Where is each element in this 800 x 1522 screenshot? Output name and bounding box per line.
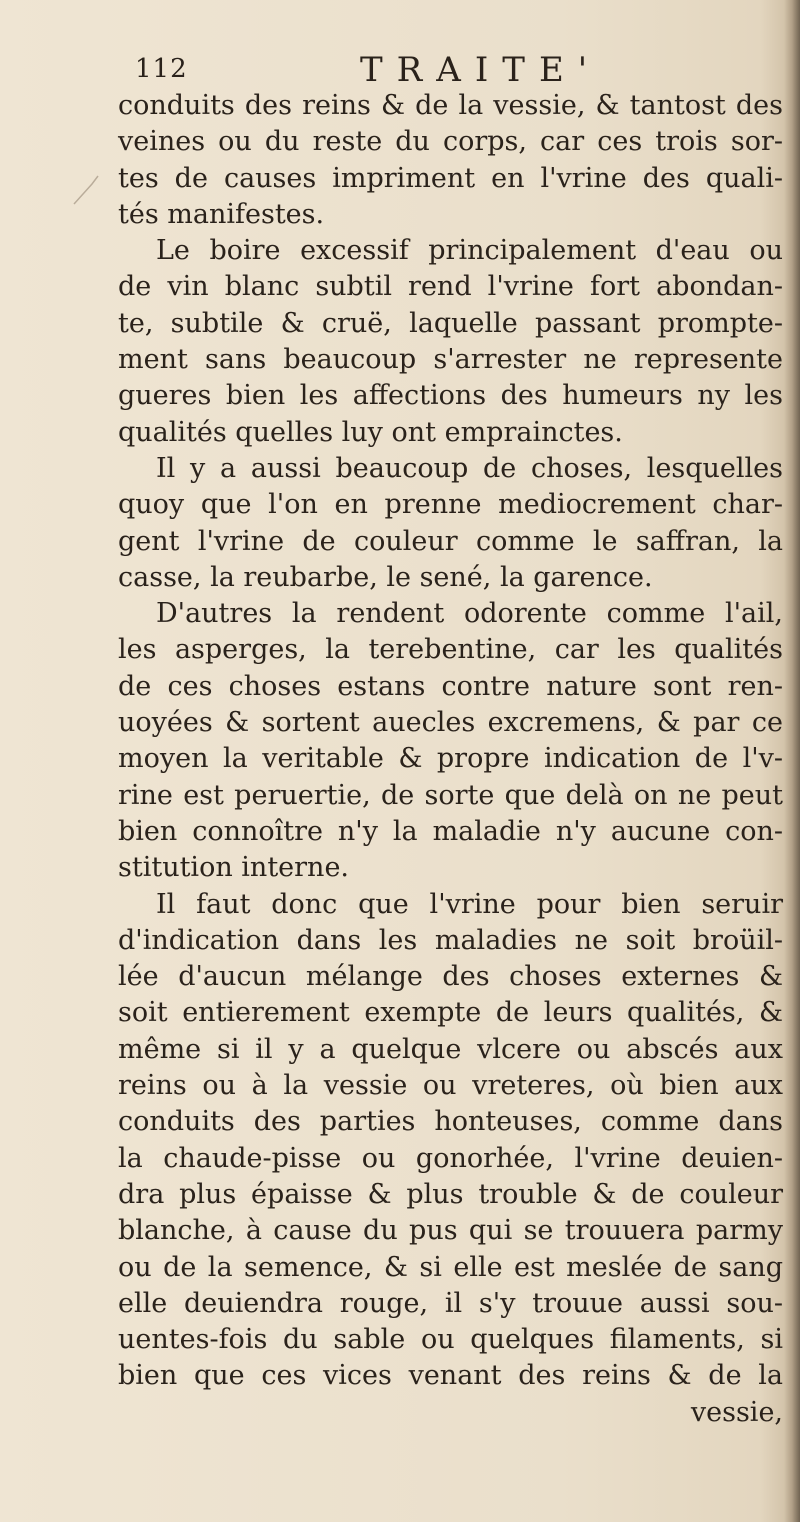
text-line: te, subtile & cruë, laquelle passant prompte- bbox=[118, 307, 783, 339]
text-line: uentes-fois du sable ou quelques filaments, si bbox=[118, 1324, 783, 1356]
text-line: uoyées & sortent auecles excremens, & par ce bbox=[118, 707, 783, 739]
paragraph-start: Il faut donc que l'vrine pour bien seruir bbox=[156, 888, 783, 920]
text-line: lée d'aucun mélange des choses externes & bbox=[118, 961, 783, 993]
text-line: même si il y a quelque vlcere ou abscés aux bbox=[118, 1033, 783, 1065]
margin-pen-mark bbox=[70, 170, 110, 210]
text-line: de ces choses estans contre nature sont ren- bbox=[118, 670, 783, 702]
text-line: veines ou du reste du corps, car ces trois sor- bbox=[118, 126, 783, 158]
text-line: conduits des parties honteuses, comme dans bbox=[118, 1106, 783, 1138]
text-line: bien que ces vices venant des reins & de la bbox=[118, 1360, 783, 1392]
paragraph-start: Il y a aussi beaucoup de choses, lesquelles bbox=[156, 452, 783, 484]
body-text bbox=[118, 88, 783, 1431]
text-line: tes de causes impriment en l'vrine des quali- bbox=[118, 162, 783, 194]
text-line: gent l'vrine de couleur comme le saffran, la bbox=[118, 525, 783, 557]
text-line: elle deuiendra rouge, il s'y trouue aussi sou- bbox=[118, 1287, 783, 1319]
text-line: reins ou à la vessie ou vreteres, où bien aux bbox=[118, 1070, 783, 1102]
text-line: stitution interne. bbox=[118, 852, 350, 884]
text-line: tés manifestes. bbox=[118, 198, 325, 230]
text-line: gueres bien les affections des humeurs ny les bbox=[118, 380, 783, 412]
text-line: soit entierement exempte de leurs qualités, & bbox=[118, 997, 783, 1029]
text-line: moyen la veritable & propre indication de l'v- bbox=[118, 743, 783, 775]
paragraph-start: Le boire excessif principalement d'eau ou bbox=[156, 235, 783, 267]
text-line: d'indication dans les maladies ne soit broüil- bbox=[118, 924, 783, 956]
text-line: dra plus épaisse & plus trouble & de couleur bbox=[118, 1178, 783, 1210]
text-line: casse, la reubarbe, le sené, la garence. bbox=[118, 561, 653, 593]
text-line: quoy que l'on en prenne mediocrement char- bbox=[118, 489, 783, 521]
text-line: qualités quelles luy ont emprainctes. bbox=[118, 416, 623, 448]
text-line: les asperges, la terebentine, car les qualités bbox=[118, 634, 783, 666]
text-line: bien connoître n'y la maladie n'y aucune con- bbox=[118, 815, 783, 847]
text-line: rine est peruertie, de sorte que delà on ne peut bbox=[118, 779, 783, 811]
text-line: ment sans beaucoup s'arrester ne represente bbox=[118, 344, 783, 376]
page-edge-shadow bbox=[784, 0, 800, 1522]
page-number: 112 bbox=[135, 54, 188, 84]
text-line: blanche, à cause du pus qui se trouuera parmy bbox=[118, 1215, 783, 1247]
paragraph-start: D'autres la rendent odorente comme l'ail, bbox=[156, 598, 783, 630]
catchword: vessie, bbox=[690, 1396, 783, 1428]
text-line: ou de la semence, & si elle est meslée de sang bbox=[118, 1251, 783, 1283]
text-line: la chaude-pisse ou gonorhée, l'vrine deuien- bbox=[118, 1142, 783, 1174]
text-line: de vin blanc subtil rend l'vrine fort abondan- bbox=[118, 271, 783, 303]
text-line: conduits des reins & de la vessie, & tantost des bbox=[118, 90, 783, 121]
running-title: TRAITE' bbox=[360, 50, 602, 90]
